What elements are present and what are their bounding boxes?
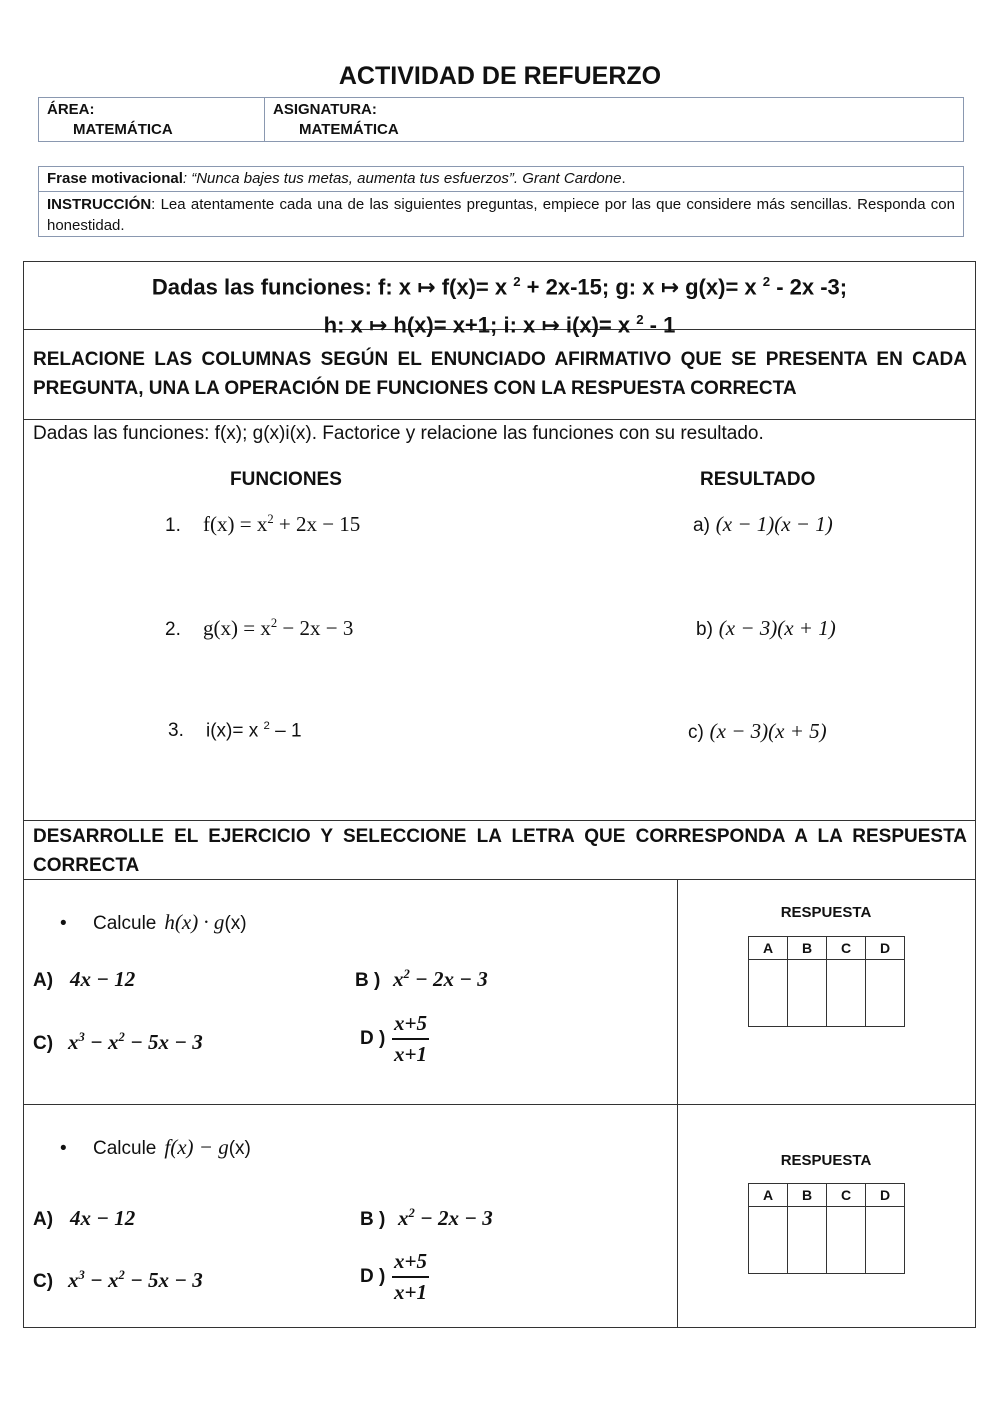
page-title: ACTIVIDAD DE REFUERZO [338, 62, 662, 90]
answer-cell-c[interactable] [827, 960, 866, 1027]
motivational-row [39, 167, 963, 192]
option-c[interactable] [33, 1268, 203, 1293]
answer-col-d: D [866, 1184, 905, 1207]
info-table [38, 97, 964, 142]
calc-expr: (x) [224, 913, 247, 934]
question-2-prompt [60, 1135, 251, 1160]
option-expr: − x [84, 1268, 119, 1292]
function-item [168, 720, 302, 742]
option-label: D ) [360, 1028, 386, 1049]
instruction-text: : Lea atentamente cada una de las siguientes preguntas, empiece por las que considere más sencillas. Responda con honestidad. [47, 196, 955, 234]
option-expr: x [398, 1206, 409, 1230]
result-item [693, 512, 833, 537]
result-expr: (x − 3)(x + 1) [718, 616, 836, 640]
functions-line-2-part: - 1 [643, 312, 676, 338]
option-expr: − 5x − 3 [124, 1030, 203, 1054]
option-label: C) [33, 1033, 54, 1054]
option-b[interactable] [355, 967, 488, 992]
option-expr: − x [84, 1030, 119, 1054]
motivational-quote: : “Nunca bajes tus metas, aumenta tus esfuerzos”. Grant Cardone [182, 170, 622, 187]
exponent: 2 [762, 274, 771, 289]
section2-heading: DESARROLLE EL EJERCICIO Y SELECCIONE LA LETRA QUE CORRESPONDA A LA RESPUESTA CORRECTA [33, 826, 967, 876]
column-divider [677, 879, 678, 1328]
calc-expr: h(x) · g [164, 910, 225, 934]
option-d[interactable] [360, 1249, 429, 1305]
option-b[interactable] [360, 1206, 493, 1231]
calc-expr: (x) [228, 1138, 251, 1159]
result-letter: c) [688, 722, 704, 743]
option-label: A) [33, 970, 54, 991]
answer-cell-d[interactable] [866, 1207, 905, 1274]
divider [23, 820, 976, 821]
function-item [165, 512, 360, 537]
section1-intro: Dadas las funciones: f(x); g(x)i(x). Factorice y relacione las funciones con su resultado. [33, 423, 764, 444]
exponent: 2 [403, 967, 410, 981]
functions-line-1-part: - 2x -3; [770, 274, 848, 300]
functions-line-2 [23, 303, 976, 341]
exponent: 2 [267, 512, 274, 526]
answer-cell-c[interactable] [827, 1207, 866, 1274]
function-expr: – 1 [269, 720, 302, 742]
answer-cell-a[interactable] [749, 960, 788, 1027]
bullet-icon: • [60, 1138, 67, 1159]
fraction-denominator: x+1 [394, 1042, 427, 1066]
option-expr: x [393, 967, 404, 991]
functions-line-1-part: Dadas las funciones: f: x ↦ f(x)= x [151, 274, 514, 300]
fraction-numerator: x+5 [392, 1249, 429, 1278]
option-a[interactable] [33, 1206, 135, 1231]
option-label: D ) [360, 1266, 386, 1287]
result-item [688, 719, 827, 744]
result-item [696, 616, 836, 641]
area-cell [39, 98, 265, 141]
answer-cell-a[interactable] [749, 1207, 788, 1274]
result-letter: b) [696, 619, 713, 640]
option-d[interactable] [360, 1011, 429, 1067]
option-expr: − 2x − 3 [409, 967, 488, 991]
motivational-end: . [621, 170, 626, 187]
result-expr: (x − 3)(x + 5) [709, 719, 827, 743]
result-expr: (x − 1)(x − 1) [715, 512, 833, 536]
instruction-table [38, 166, 964, 237]
column-header-results: RESULTADO [700, 469, 816, 490]
bullet-icon: • [60, 913, 67, 934]
column-header-functions: FUNCIONES [230, 469, 342, 490]
question-1-prompt [60, 910, 247, 935]
answer-col-d: D [866, 937, 905, 960]
instruction-label: INSTRUCCIÓN [47, 196, 152, 213]
function-expr: i(x)= x [206, 720, 264, 742]
exponent: 2 [118, 1030, 125, 1044]
option-expr: x [68, 1030, 79, 1054]
section1-heading: RELACIONE LAS COLUMNAS SEGÚN EL ENUNCIADO AFIRMATIVO QUE SE PRESENTA EN CADA PREGUNTA, UNA LA OPERACIÓN DE FUNCIONES CON LA RESPUESTA CORRECTA [33, 349, 967, 399]
option-expr: − 5x − 3 [124, 1268, 203, 1292]
function-number: 1. [165, 515, 181, 536]
option-a[interactable] [33, 967, 135, 992]
answer-col-c: C [827, 937, 866, 960]
option-c[interactable] [33, 1030, 203, 1055]
option-expr: − 2x − 3 [414, 1206, 493, 1230]
functions-line-1-part: + 2x-15; g: x ↦ g(x)= x [520, 274, 763, 300]
exponent: 2 [408, 1206, 415, 1220]
fraction-numerator: x+5 [392, 1011, 429, 1040]
function-number: 3. [168, 720, 184, 742]
answer-col-a: A [749, 937, 788, 960]
exponent: 3 [78, 1030, 85, 1044]
functions-header [23, 265, 976, 342]
calc-label: Calcule [93, 913, 157, 934]
function-expr: g(x) = x [203, 616, 271, 640]
option-expr: 4x − 12 [70, 1206, 136, 1230]
option-label: B ) [360, 1209, 386, 1230]
exponent: 2 [636, 312, 644, 328]
function-expr: + 2x − 15 [273, 512, 361, 536]
asignatura-value: MATEMÁTICA [299, 121, 399, 138]
answer-cell-d[interactable] [866, 960, 905, 1027]
divider [23, 419, 976, 420]
calc-expr: f(x) − g [164, 1135, 229, 1159]
instruction-row [39, 192, 963, 238]
answer-title: RESPUESTA [780, 904, 872, 921]
answer-table [748, 936, 905, 1027]
option-label: B ) [355, 970, 381, 991]
exponent: 2 [118, 1268, 125, 1282]
answer-col-b: B [788, 937, 827, 960]
exponent: 2 [270, 616, 278, 630]
option-label: C) [33, 1271, 54, 1292]
motivational-label: Frase motivacional [47, 170, 183, 187]
option-expr: x [68, 1268, 79, 1292]
functions-line-1 [23, 265, 976, 303]
exponent: 2 [513, 274, 521, 289]
fraction-denominator: x+1 [394, 1280, 427, 1304]
asignatura-label: ASIGNATURA: [273, 101, 377, 118]
answer-cell-b[interactable] [788, 960, 827, 1027]
answer-cell-b[interactable] [788, 1207, 827, 1274]
function-item [165, 616, 353, 641]
option-label: A) [33, 1209, 54, 1230]
exponent: 3 [78, 1268, 85, 1282]
answer-title: RESPUESTA [780, 1152, 872, 1169]
function-expr: − 2x − 3 [277, 616, 354, 640]
area-label: ÁREA: [47, 101, 95, 118]
calc-label: Calcule [93, 1138, 157, 1159]
exponent: 2 [263, 720, 270, 732]
divider [23, 1104, 976, 1105]
answer-col-b: B [788, 1184, 827, 1207]
fraction [392, 1249, 429, 1305]
functions-line-2-part: h: x ↦ h(x)= x+1; i: x ↦ i(x)= x [323, 312, 637, 338]
function-expr: f(x) = x [203, 512, 268, 536]
asignatura-cell [265, 98, 963, 141]
result-letter: a) [693, 515, 710, 536]
answer-col-a: A [749, 1184, 788, 1207]
answer-col-c: C [827, 1184, 866, 1207]
answer-table [748, 1183, 905, 1274]
option-expr: 4x − 12 [70, 967, 136, 991]
fraction [392, 1011, 429, 1067]
area-value: MATEMÁTICA [73, 121, 173, 138]
function-number: 2. [165, 619, 181, 640]
